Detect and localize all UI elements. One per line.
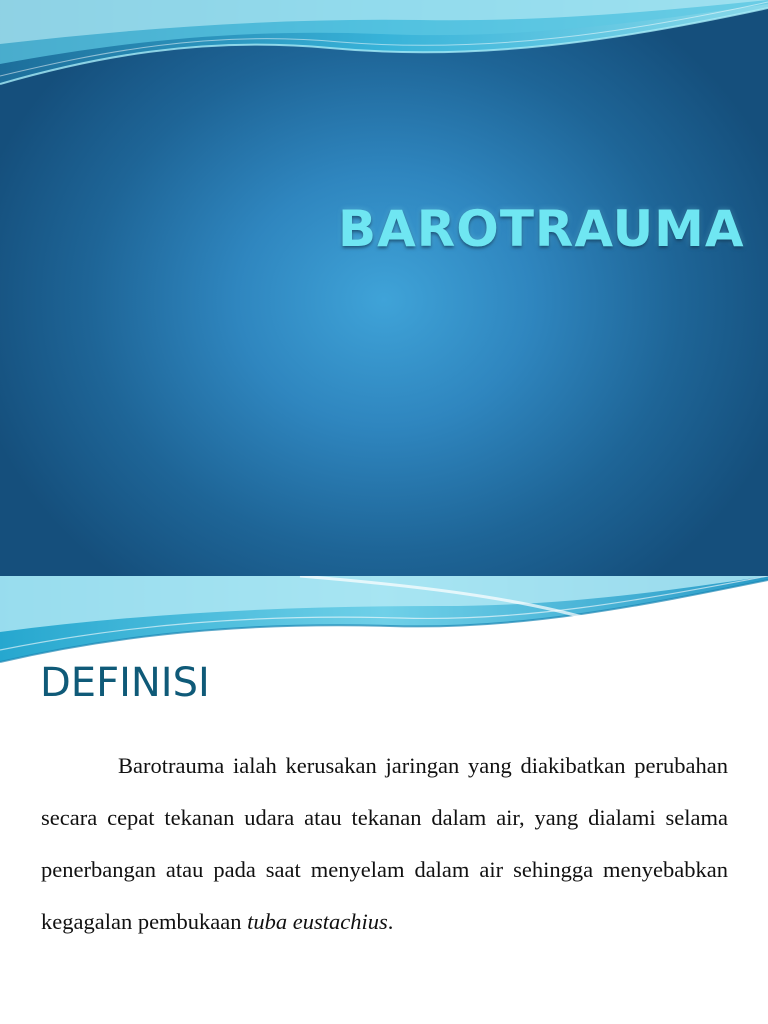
wave-decoration (0, 576, 768, 666)
definition-text: Barotrauma ialah kerusakan jaringan yang diakibatkan perubahan secara cepat tekanan udara atau tekanan dalam air, yang dialami selama penerbangan atau pada saat menyelam dalam air sehingga menyebabkan kegagalan pembukaan (41, 753, 728, 934)
definition-end: . (387, 909, 394, 934)
definition-italic-term: tuba eustachius (247, 909, 388, 934)
definition-slide (0, 576, 768, 1024)
slide-title: BAROTRAUMA (338, 200, 745, 258)
wave-decoration (0, 0, 768, 100)
slide-heading: DEFINISI (40, 660, 210, 706)
definition-paragraph (41, 740, 728, 948)
